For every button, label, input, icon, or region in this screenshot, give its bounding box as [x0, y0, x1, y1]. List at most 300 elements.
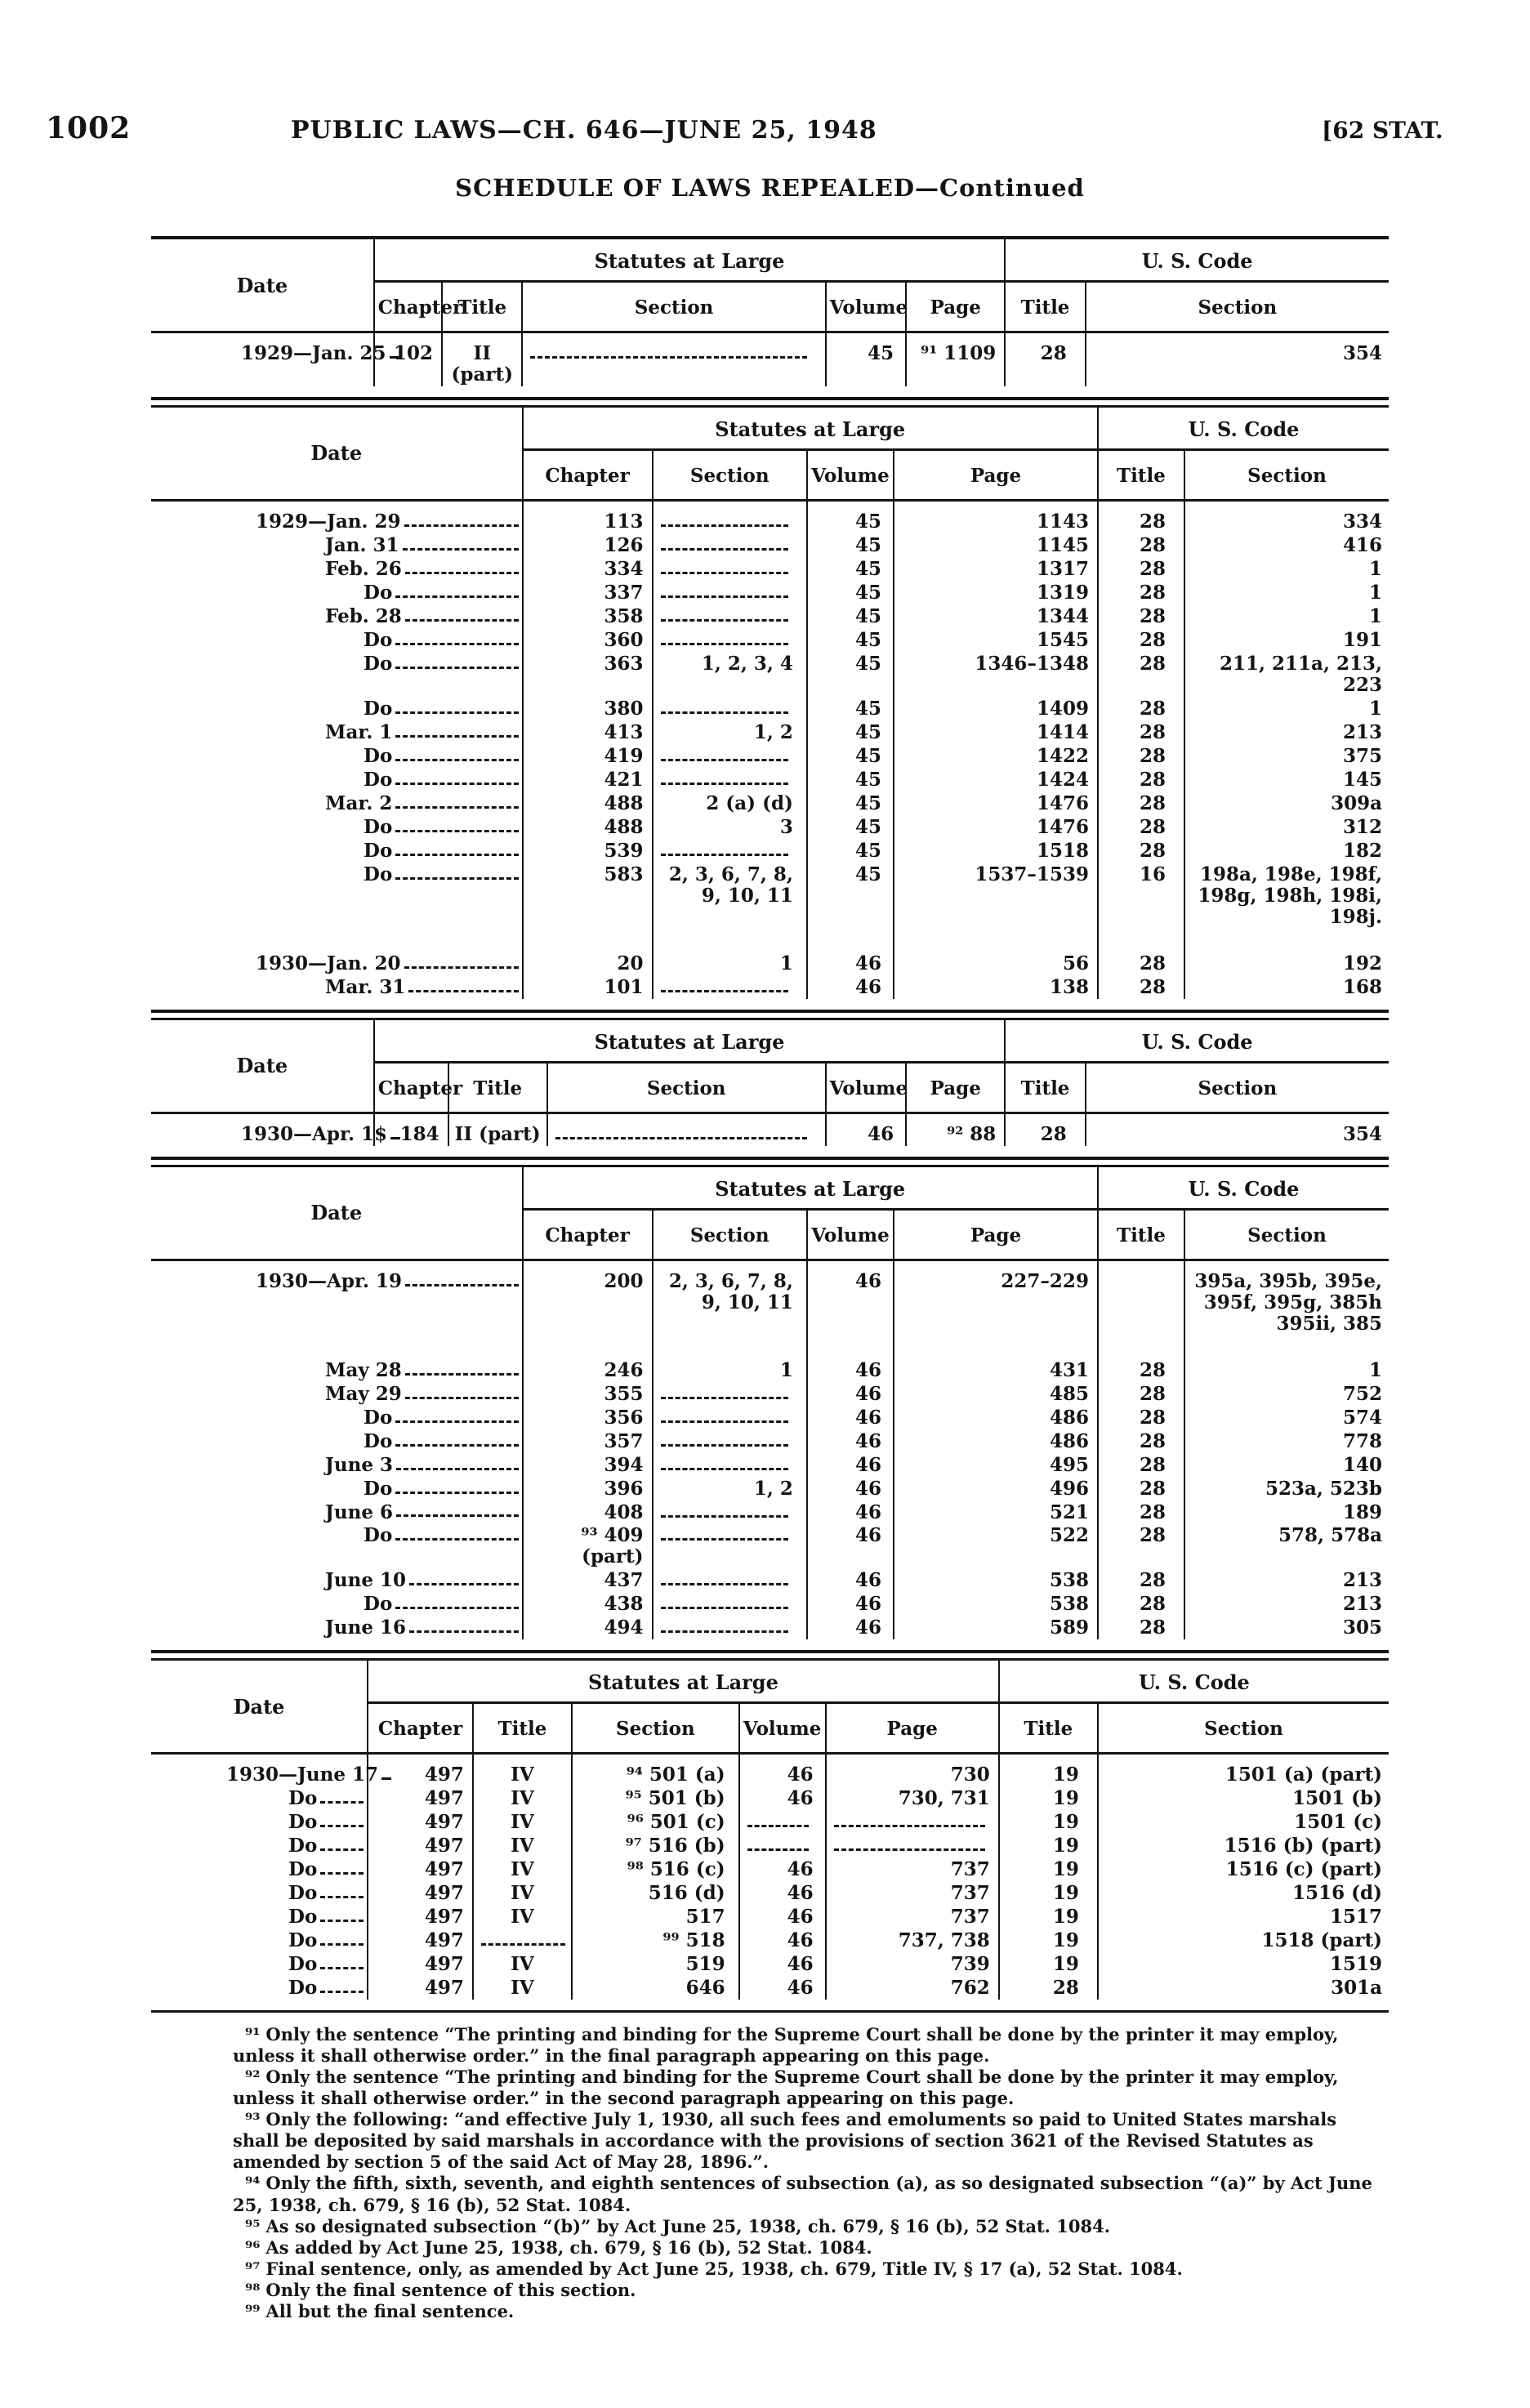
- group-header-statutes-at-large: Statutes at Large: [374, 1020, 1006, 1063]
- value-cell: 46: [807, 1382, 894, 1406]
- value-cell: 113: [523, 500, 653, 533]
- footnote-text: As added by Act June 25, 1938, ch. 679, § 16 (b), 52 Stat. 1084.: [265, 2236, 872, 2258]
- value-cell: 413: [523, 720, 653, 744]
- value-cell: 2, 3, 6, 7, 8, 9, 10, 11: [653, 1260, 807, 1335]
- column-header-volume: Volume: [807, 1209, 894, 1260]
- date-text: Feb. 28: [325, 604, 402, 627]
- value-cell: 19: [999, 1905, 1098, 1929]
- value-cell: 213: [1184, 1568, 1389, 1592]
- date-text: June 10: [325, 1569, 406, 1592]
- column-header-uscode-section: Section: [1086, 282, 1389, 332]
- value-cell: IV: [473, 1810, 572, 1834]
- value-cell: 189: [1184, 1501, 1389, 1524]
- table-row: [151, 839, 1389, 863]
- value-cell: 356: [523, 1406, 653, 1429]
- date-text: 1930—June 17: [226, 1764, 378, 1786]
- value-cell: 168: [1184, 975, 1389, 999]
- dash-placeholder: [661, 1455, 788, 1470]
- value-cell: 538: [894, 1592, 1098, 1616]
- value-cell: 19: [999, 1834, 1098, 1857]
- value-cell: 19: [999, 1754, 1098, 1786]
- dash-leader: [405, 1373, 519, 1376]
- value-cell: 762: [826, 1976, 999, 2000]
- group-header-statutes-at-large: Statutes at Large: [523, 408, 1098, 450]
- value-cell: 730, 731: [826, 1786, 999, 1810]
- value-cell: [653, 768, 807, 792]
- dash-leader: [395, 711, 518, 714]
- value-cell: 19: [999, 1881, 1098, 1905]
- dash-leader: [320, 1991, 364, 1993]
- value-cell: 191: [1184, 628, 1389, 652]
- value-cell: 28: [1098, 1453, 1184, 1477]
- value-cell: 494: [523, 1616, 653, 1639]
- footnote: [233, 2109, 1389, 2173]
- dash-placeholder: [661, 582, 788, 598]
- column-header-uscode-title: Title: [1005, 282, 1085, 332]
- date-text: Jan. 31: [325, 533, 399, 556]
- value-cell: 46: [739, 1976, 826, 2000]
- footnote: [233, 2259, 1389, 2280]
- value-cell: 46: [826, 1113, 906, 1145]
- table-row: [151, 697, 1389, 720]
- value-cell: [653, 744, 807, 768]
- date-text: Do: [364, 628, 393, 651]
- table-row: [151, 975, 1389, 999]
- dash-leader: [320, 1872, 364, 1875]
- column-header-volume: Volume: [739, 1703, 826, 1754]
- value-cell: 1516 (d): [1098, 1881, 1389, 1905]
- value-cell: 2 (a) (d): [653, 792, 807, 815]
- value-cell: 28: [1098, 1501, 1184, 1524]
- table-body: [151, 1754, 1389, 2008]
- table-body: [151, 500, 1389, 1006]
- value-cell: 730: [826, 1754, 999, 1786]
- value-cell: 28: [1098, 628, 1184, 652]
- column-header-volume: Volume: [826, 1062, 906, 1113]
- table-header: [151, 238, 1389, 332]
- value-cell: 1: [1184, 697, 1389, 720]
- value-cell: 421: [523, 768, 653, 792]
- table-row: [151, 1810, 1389, 1834]
- date-text: Do: [364, 581, 393, 604]
- table-row: [151, 1929, 1389, 1952]
- dash-placeholder: [481, 1930, 565, 1946]
- date-cell: [151, 839, 522, 863]
- value-cell: [522, 332, 825, 386]
- value-cell: 334: [1184, 500, 1389, 533]
- footnote-text: All but the final sentence.: [265, 2300, 515, 2321]
- value-cell: 523a, 523b: [1184, 1477, 1389, 1501]
- dash-leader: [396, 1468, 519, 1470]
- value-cell: [739, 1810, 826, 1834]
- date-text: June 6: [325, 1501, 393, 1523]
- date-cell: [151, 1810, 367, 1834]
- column-header-title: Title: [473, 1703, 572, 1754]
- table-separator: [151, 1010, 1389, 1020]
- value-cell: [653, 1592, 807, 1616]
- value-cell: 355: [523, 1382, 653, 1406]
- dash-leader: [395, 643, 518, 645]
- table-row: [151, 720, 1389, 744]
- table-row: [151, 1592, 1389, 1616]
- column-header-date: Date: [151, 1167, 523, 1260]
- date-text: 1930—Apr. 19: [256, 1269, 402, 1292]
- value-cell: 46: [807, 1453, 894, 1477]
- value-cell: 45: [807, 652, 894, 697]
- value-cell: IV: [473, 1754, 572, 1786]
- dash-placeholder: [661, 977, 788, 992]
- table-row: [151, 768, 1389, 792]
- date-cell: [151, 697, 522, 720]
- footnote-marker: ⁹⁸: [245, 2279, 261, 2300]
- value-cell: 28: [1098, 975, 1184, 999]
- value-cell: IV: [473, 1952, 572, 1976]
- value-cell: 45: [826, 332, 906, 386]
- value-cell: ⁹⁵ 501 (b): [572, 1786, 739, 1810]
- date-cell: [151, 333, 386, 365]
- value-cell: 45: [807, 815, 894, 839]
- column-header-page: Page: [906, 1062, 1005, 1113]
- date-cell: [151, 744, 522, 768]
- value-cell: 28: [1098, 604, 1184, 628]
- value-cell: 46: [807, 1477, 894, 1501]
- dash-leader: [395, 595, 518, 598]
- dash-placeholder: [661, 1431, 788, 1447]
- value-cell: 46: [739, 1857, 826, 1881]
- running-head: PUBLIC LAWS—CH. 646—JUNE 25, 1948: [291, 116, 877, 145]
- value-cell: 1537–1539: [894, 863, 1098, 929]
- value-cell: 486: [894, 1429, 1098, 1453]
- footnote-text: Only the sentence “The printing and binding for the Supreme Court shall be done by the printer it may employ, unless it shall otherwise order.” in the second paragraph appearing on this page.: [233, 2067, 1339, 2109]
- value-cell: 1: [1184, 581, 1389, 604]
- table-header: [151, 408, 1389, 501]
- date-text: 1930—Apr. 1$: [241, 1122, 387, 1145]
- column-header-chapter: Chapter: [374, 1062, 448, 1113]
- footnote-marker: ⁹²: [245, 2067, 261, 2088]
- value-cell: 305: [1184, 1616, 1389, 1639]
- dash-leader: [395, 1492, 518, 1494]
- value-cell: 19: [999, 1810, 1098, 1834]
- schedule-table-5: [151, 1661, 1389, 2008]
- value-cell: 358: [523, 604, 653, 628]
- value-cell: 1: [653, 1336, 807, 1382]
- dash-placeholder: [661, 1407, 788, 1423]
- value-cell: 46: [807, 1501, 894, 1524]
- date-text: Do: [288, 1953, 318, 1976]
- dash-leader: [320, 1896, 364, 1898]
- value-cell: 395a, 395b, 395e, 395f, 395g, 385h 395ii, 385: [1184, 1260, 1389, 1335]
- value-cell: 363: [523, 652, 653, 697]
- value-cell: ⁹¹ 1109: [906, 332, 1005, 386]
- value-cell: 396: [523, 1477, 653, 1501]
- column-header-page: Page: [826, 1703, 999, 1754]
- footnote-text: Only the sentence “The printing and binding for the Supreme Court shall be done by the printer it may employ, unless it shall otherwise order.” in the final paragraph appearing on this page.: [233, 2024, 1339, 2067]
- dash-placeholder: [661, 1502, 788, 1518]
- value-cell: 45: [807, 557, 894, 581]
- column-header-date: Date: [151, 408, 523, 501]
- value-cell: 46: [739, 1786, 826, 1810]
- value-cell: 1: [653, 929, 807, 975]
- value-cell: IV: [473, 1857, 572, 1881]
- value-cell: 1424: [894, 768, 1098, 792]
- table-header: [151, 1020, 1389, 1113]
- value-cell: 28: [1098, 768, 1184, 792]
- value-cell: 28: [1005, 332, 1085, 386]
- value-cell: 646: [572, 1976, 739, 2000]
- value-cell: 1: [1184, 604, 1389, 628]
- date-text: Do: [364, 1524, 393, 1547]
- date-cell: [151, 815, 522, 839]
- footnote-marker: ⁹⁵: [245, 2215, 261, 2236]
- value-cell: 1516 (b) (part): [1098, 1834, 1389, 1857]
- value-cell: 337: [523, 581, 653, 604]
- value-cell: 28: [1098, 1336, 1184, 1382]
- table-header: [151, 1661, 1389, 1754]
- value-cell: [653, 975, 807, 999]
- schedule-table-1: [151, 236, 1389, 395]
- table-row: [151, 557, 1389, 581]
- value-cell: 737: [826, 1857, 999, 1881]
- date-text: May 29: [325, 1382, 402, 1405]
- table-row: [151, 1477, 1389, 1501]
- value-cell: 28: [1098, 1616, 1184, 1639]
- value-cell: 1518 (part): [1098, 1929, 1389, 1952]
- value-cell: 497: [368, 1810, 473, 1834]
- table-row: [151, 1429, 1389, 1453]
- group-header-statutes-at-large: Statutes at Large: [368, 1661, 999, 1703]
- value-cell: 1317: [894, 557, 1098, 581]
- dash-placeholder: [661, 511, 788, 527]
- date-text: Do: [288, 1882, 318, 1905]
- dash-placeholder: [661, 1384, 788, 1399]
- table-row: [151, 332, 1389, 386]
- dash-placeholder: [747, 1812, 809, 1827]
- date-cell: [151, 1616, 522, 1639]
- group-header-statutes-at-large: Statutes at Large: [523, 1167, 1098, 1210]
- value-cell: 46: [807, 1260, 894, 1335]
- date-cell: [151, 1429, 522, 1453]
- value-cell: 778: [1184, 1429, 1389, 1453]
- dash-leader: [395, 667, 518, 669]
- value-cell: 28: [1098, 500, 1184, 533]
- value-cell: 45: [807, 628, 894, 652]
- value-cell: 438: [523, 1592, 653, 1616]
- dash-leader: [405, 1284, 519, 1286]
- dash-leader: [320, 1801, 364, 1804]
- value-cell: 360: [523, 628, 653, 652]
- dash-placeholder: [747, 1835, 809, 1851]
- date-cell: [151, 652, 522, 676]
- value-cell: ⁹³ 409 (part): [523, 1523, 653, 1568]
- schedule-table-4: [151, 1167, 1389, 1648]
- column-header-uscode-title: Title: [1098, 449, 1184, 500]
- date-text: Mar. 1: [325, 720, 393, 743]
- column-header-uscode-section: Section: [1184, 1209, 1389, 1260]
- value-cell: [826, 1834, 999, 1857]
- dash-placeholder: [661, 1525, 788, 1541]
- dash-placeholder: [661, 559, 788, 574]
- page-number: 1002: [46, 111, 132, 145]
- table-row: [151, 1568, 1389, 1592]
- date-cell: [151, 1592, 522, 1616]
- date-cell: [151, 1786, 367, 1810]
- table-row: [151, 1382, 1389, 1406]
- value-cell: 28: [1098, 929, 1184, 975]
- footnote-text: Only the following: “and effective July 1, 1930, all such fees and emoluments so paid to United States marshals shall be deposited by said marshals in accordance with the provisions of section 3621 of the Revised Statutes as amended by section 5 of the said Act of May 28, 1896.”.: [233, 2109, 1337, 2173]
- dash-placeholder: [661, 841, 788, 856]
- value-cell: 46: [739, 1905, 826, 1929]
- value-cell: [653, 604, 807, 628]
- value-cell: ⁹⁷ 516 (b): [572, 1834, 739, 1857]
- dash-placeholder: [661, 630, 788, 645]
- value-cell: 1145: [894, 533, 1098, 557]
- value-cell: II (part): [442, 332, 522, 386]
- dash-placeholder: [834, 1835, 985, 1851]
- value-cell: 200: [523, 1260, 653, 1335]
- value-cell: 46: [807, 975, 894, 999]
- value-cell: 1516 (c) (part): [1098, 1857, 1389, 1881]
- value-cell: 45: [807, 792, 894, 815]
- value-cell: 486: [894, 1406, 1098, 1429]
- value-cell: 28: [1098, 839, 1184, 863]
- column-header-date: Date: [151, 1020, 374, 1113]
- table-row: [151, 1406, 1389, 1429]
- value-cell: 46: [739, 1929, 826, 1952]
- date-text: Do: [288, 1835, 318, 1857]
- column-header-volume: Volume: [826, 282, 906, 332]
- value-cell: 46: [807, 1406, 894, 1429]
- value-cell: 1, 2: [653, 720, 807, 744]
- value-cell: 416: [1184, 533, 1389, 557]
- value-cell: 28: [1098, 581, 1184, 604]
- column-header-page: Page: [906, 282, 1005, 332]
- dash-placeholder: [834, 1812, 985, 1827]
- table-row: [151, 1336, 1389, 1382]
- value-cell: 522: [894, 1523, 1098, 1568]
- value-cell: 46: [807, 1568, 894, 1592]
- value-cell: [653, 557, 807, 581]
- column-header-date: Date: [151, 1661, 368, 1754]
- value-cell: 213: [1184, 720, 1389, 744]
- value-cell: 497: [368, 1857, 473, 1881]
- value-cell: 408: [523, 1501, 653, 1524]
- date-text: Do: [364, 768, 393, 791]
- value-cell: 28: [1098, 533, 1184, 557]
- dash-leader: [395, 830, 518, 832]
- dash-leader: [405, 572, 519, 574]
- dash-placeholder: [555, 1124, 807, 1139]
- dash-leader: [320, 1825, 364, 1827]
- date-cell: [151, 604, 522, 628]
- table-separator: [151, 1650, 1389, 1661]
- column-header-uscode-section: Section: [1098, 1703, 1389, 1754]
- value-cell: 19: [999, 1929, 1098, 1952]
- value-cell: 1319: [894, 581, 1098, 604]
- value-cell: 334: [523, 557, 653, 581]
- date-cell: [151, 1952, 367, 1976]
- value-cell: 437: [523, 1568, 653, 1592]
- footnote-marker: ⁹⁴: [245, 2173, 261, 2194]
- value-cell: 497: [368, 1929, 473, 1952]
- footnote-rule: [151, 2010, 1389, 2013]
- value-cell: 3: [653, 815, 807, 839]
- date-text: Do: [288, 1977, 318, 2000]
- dash-leader: [395, 1444, 518, 1447]
- date-cell: [151, 929, 522, 975]
- dash-leader: [320, 1943, 364, 1946]
- table-row: [151, 500, 1389, 533]
- value-cell: 140: [1184, 1453, 1389, 1477]
- table-row: [151, 628, 1389, 652]
- value-cell: 737, 738: [826, 1929, 999, 1952]
- schedule-table-2: [151, 408, 1389, 1007]
- table-row: [151, 1905, 1389, 1929]
- footnote-marker: ⁹³: [245, 2109, 261, 2130]
- date-text: May 28: [325, 1358, 402, 1381]
- date-cell: [151, 1406, 522, 1429]
- value-cell: 46: [807, 929, 894, 975]
- value-cell: 578, 578a: [1184, 1523, 1389, 1568]
- dash-leader: [408, 990, 518, 992]
- dash-leader: [405, 1397, 519, 1399]
- dash-leader: [409, 1630, 519, 1633]
- dash-leader: [404, 524, 519, 527]
- schedule-content: [151, 236, 1389, 2322]
- value-cell: 354: [1086, 1113, 1389, 1145]
- value-cell: 1409: [894, 697, 1098, 720]
- value-cell: [1098, 1260, 1184, 1335]
- value-cell: [653, 1616, 807, 1639]
- value-cell: 28: [1098, 744, 1184, 768]
- date-text: Do: [364, 815, 393, 838]
- date-text: June 16: [325, 1616, 406, 1639]
- value-cell: 19: [999, 1952, 1098, 1976]
- value-cell: 28: [1098, 697, 1184, 720]
- column-header-uscode-section: Section: [1184, 449, 1389, 500]
- date-text: Do: [364, 744, 393, 767]
- value-cell: IV: [473, 1786, 572, 1810]
- value-cell: 45: [807, 533, 894, 557]
- column-header-chapter: Chapter: [523, 449, 653, 500]
- table-row: [151, 1754, 1389, 1786]
- date-text: Do: [288, 1906, 318, 1929]
- date-cell: [151, 1929, 367, 1952]
- value-cell: 1501 (a) (part): [1098, 1754, 1389, 1786]
- dash-leader: [409, 1583, 519, 1585]
- value-cell: 497: [368, 1754, 473, 1786]
- footnote: [233, 2301, 1389, 2322]
- value-cell: [653, 1501, 807, 1524]
- footnote: [233, 2067, 1389, 2109]
- value-cell: 519: [572, 1952, 739, 1976]
- column-header-page: Page: [894, 449, 1098, 500]
- value-cell: IV: [473, 1976, 572, 2000]
- column-header-section: Section: [653, 449, 807, 500]
- value-cell: 28: [1098, 720, 1184, 744]
- value-cell: ⁹⁸ 516 (c): [572, 1857, 739, 1881]
- table-row: [151, 652, 1389, 697]
- footnote-marker: ⁹⁷: [245, 2258, 261, 2279]
- date-cell: [151, 581, 522, 604]
- table-row: [151, 1501, 1389, 1524]
- dash-leader: [403, 548, 519, 551]
- footnote-marker: ⁹¹: [245, 2024, 261, 2045]
- dash-leader: [320, 1920, 364, 1922]
- date-text: 1929—Jan. 25: [241, 342, 386, 364]
- value-cell: 539: [523, 839, 653, 863]
- table-row: [151, 1834, 1389, 1857]
- dash-leader: [395, 735, 518, 738]
